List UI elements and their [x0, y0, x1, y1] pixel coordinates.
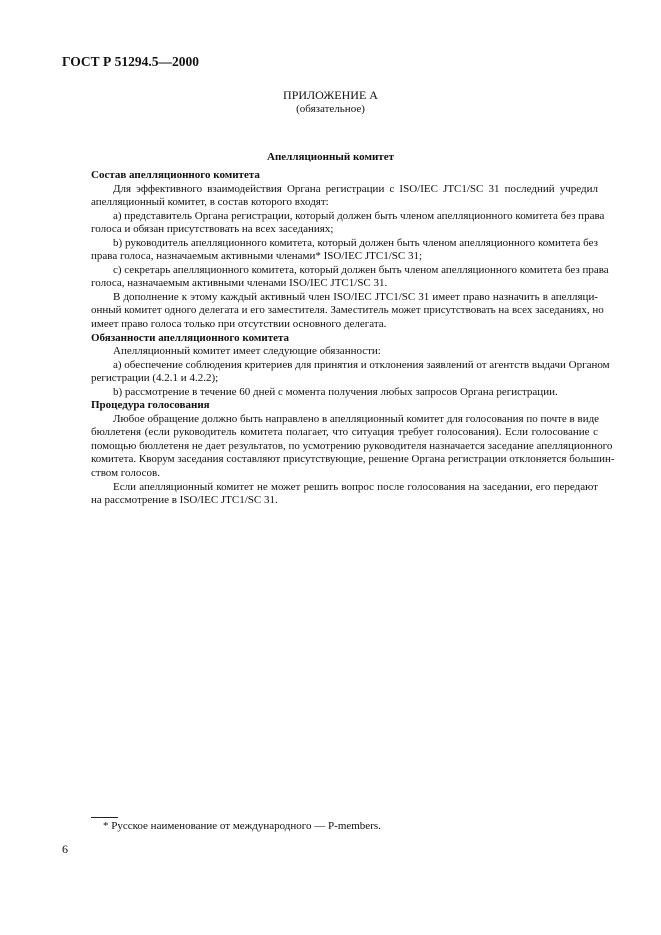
footnote-divider: [91, 817, 118, 818]
text-line: Для эффективного взаимодействия Органа регистрации с ISO/IEC JTC1/SC 31 последний учредил: [113, 182, 598, 195]
document-code: ГОСТ Р 51294.5—2000: [62, 54, 200, 69]
text-line: онный комитет одного делегата и его заместителя. Заместитель может присутствовать на всех заседаниях, но: [91, 304, 604, 317]
text-line: голоса, назначаемым активными членами ISO/IEC JTC1/SC 31.: [91, 277, 388, 290]
footnote: * Русское наименование от международного — P-members.: [103, 820, 381, 832]
text-line: права голоса, назначаемым активными членами* ISO/IEC JTC1/SC 31;: [91, 250, 423, 263]
annex-type: (обязательное): [296, 103, 365, 115]
text-line: b) руководитель апелляционного комитета, который должен быть членом апелляционного комитета без: [113, 236, 598, 249]
text-line: регистрации (4.2.1 и 4.2.2);: [91, 372, 219, 385]
text-line: на рассмотрение в ISO/IEC JTC1/SC 31.: [91, 494, 278, 507]
text-line: апелляционный комитет, в состав которого входят:: [91, 196, 329, 209]
text-line: Если апелляционный комитет не может решить вопрос после голосования на заседании, его передают: [113, 480, 598, 493]
text-line: Апелляционный комитет имеет следующие обязанности:: [113, 345, 381, 358]
text-line: b) рассмотрение в течение 60 дней с момента получения любых запросов Органа регистрации.: [113, 385, 558, 398]
text-line: голоса и обязан присутствовать на всех заседаниях;: [91, 223, 334, 236]
text-line: комитета. Кворум заседания составляют присутствующие, решение Органа регистрации отклоняется большин-: [91, 453, 615, 466]
text-line: Любое обращение должно быть направлено в апелляционный комитет для голосования по почте в виде: [113, 412, 600, 425]
text-line: В дополнение к этому каждый активный член ISO/IEC JTC1/SC 31 имеет право назначить в апелляци-: [113, 290, 598, 303]
subsection-heading: Состав апелляционного комитета: [91, 169, 260, 181]
text-line: с) секретарь апелляционного комитета, который должен быть членом апелляционного комитета без права: [113, 263, 609, 276]
subsection-heading: Обязанности апелляционного комитета: [91, 331, 290, 344]
body-text: [91, 169, 615, 508]
text-line: имеет право голоса только при отсутствии основного делегата.: [91, 318, 387, 331]
text-line: помощью бюллетеня не дает результатов, по усмотрению руководителя назначается заседание апелляционного: [91, 439, 613, 452]
text-line: а) представитель Органа регистрации, который должен быть членом апелляционного комитета без права: [113, 209, 605, 222]
subsection-heading: Процедура голосования: [91, 399, 210, 412]
text-line: бюллетеня (если руководитель комитета полагает, что ситуация требует голосования). Если голосование с: [91, 426, 598, 439]
text-line: ством голосов.: [91, 467, 160, 480]
text-line: а) обеспечение соблюдения критериев для принятия и отклонения заявлений от агентств выдачи Органом: [113, 358, 610, 371]
page-number: 6: [62, 842, 68, 856]
annex-label: ПРИЛОЖЕНИЕ А: [283, 88, 378, 102]
section-title: Апелляционный комитет: [267, 151, 394, 163]
